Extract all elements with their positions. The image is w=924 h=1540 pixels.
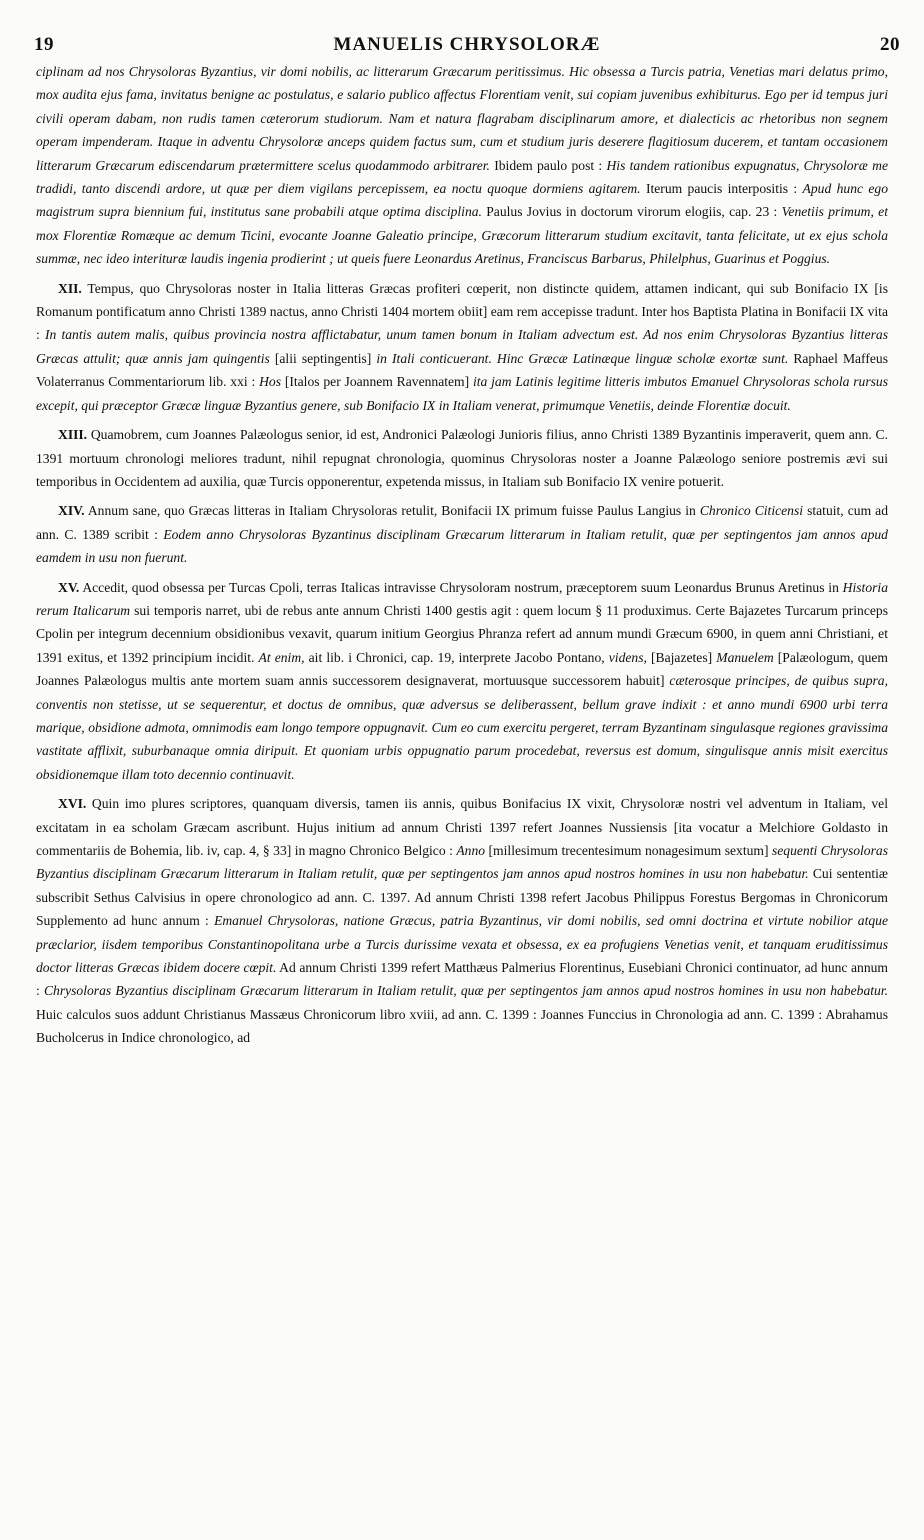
text-run: Quin imo plures scriptores, quanquam diversis, tamen iis annis, quibus Bonifacius IX vixit, Chrysoloræ nostri vel adventum in Italiam, vel excitatam in ea scholam Græcam ascribunt. Hujus initium ad annum Christi 1397 refert Joannes Nussiensis [ita vocatur a Melchiore Goldasto in commentariis de Bohemia, lib. iv, cap. 4, § 33] in magno Chronico Belgico : [36, 796, 888, 858]
text-run: Ad annum Christi 1399 refert Matthæus Palmerius Florentinus, Eusebiani Chronici continuator, ad hunc annum : [36, 960, 888, 999]
text-run: Raphael Maffeus Volaterranus Commentariorum lib. xxi : [36, 350, 888, 390]
italic-quotation: in Itali conticuerant. Hinc Græcæ Latinæque linguæ scholæ exortæ sunt. [376, 350, 789, 366]
text-run: [millesimum trecentesimum nonagesimum sextum] [485, 843, 772, 858]
italic-quotation: Chrysoloras Byzantius disciplinam Græcarum litterarum in Italiam retulit, quæ per septingentos jam annos apud nostros homines in usu non habebatur. [43, 983, 888, 999]
page-number-right: 20 [880, 34, 900, 55]
page-header [34, 34, 900, 60]
paragraph [36, 277, 888, 417]
section-number: XII. [58, 280, 82, 296]
text-run: statuit, cum ad ann. C. 1389 scribit : [36, 503, 888, 542]
text-run: Ibidem paulo post : [489, 157, 607, 173]
paragraph [36, 499, 888, 569]
section-number: XIV. [58, 503, 85, 519]
text-run: [alii septingentis] [269, 350, 377, 366]
italic-quotation: Anno [456, 843, 486, 858]
italic-quotation: cæterosque principes, de quibus supra, conventis non stetisse, ut se sequerentur, et doctus de omnibus, quæ adversus se deliberassent, bellum grave indixit : et anno mundi 6900 urbi terra marique, obsidione admota, omnimodis eam longo tempore oppugnavit. Cum eo cum exercitu pergeret, terram Byzantinam singulasque regiones gravissima vastitate afflixit, suburbanaque omnia diripuit. Et quoniam urbis oppugnatio parum procedebat, reversus est domum, singulisque annis misit exercitus obsidionemque illam toto decennio continuavit. [36, 673, 888, 782]
italic-quotation: videns, [608, 649, 647, 665]
text-run: sui temporis narret, ubi de rebus ante annum Christi 1400 gestis agit : quem locum § 11 produximus. Certe Bajazetes Turcarum princeps Cpolin per integrum decennium obsidionibus vexavit, quarum initium Georgius Phranza refert ad annum mundi Græcum 6900, in quem anni Christiani, et 1391 exitus, et 1392 principium incidit. [36, 602, 888, 665]
italic-quotation: Hos [259, 374, 281, 390]
text-run: Accedit, quod obsessa per Turcas Cpoli, terras Italicas intravisse Chrysoloram nostrum, præceptorem suum Leonardus Brunus Aretinus in [79, 579, 843, 595]
page-number-left: 19 [34, 34, 54, 55]
paragraph [36, 60, 888, 271]
paragraph [36, 792, 888, 1049]
italic-quotation: ciplinam ad nos Chrysoloras Byzantius, vir domi nobilis, ac litterarum Græcarum peritissimus. Hic obsessa a Turcis patria, Venetias mari delatus primo, mox audita ejus fama, invitatus benigne ac postulatus, e salario publico affectus Florentiam venit, sui copiam juvenibus exhibiturus. Ego per id tempus juri civili operam dabam, non rudis tamen cæterorum studiorum. Nam et natura flagrabam disciplinarum amore, et dialecticis ac rhetoribus non segnem operam impenderam. Itaque in adventu Chrysoloræ anceps quidem factus sum, cum et studium juris deserere flagitiosum ducerem, et tantam occasionem litterarum Græcarum ediscendarum prætermittere scelus quodammodo arbitrarer. [36, 64, 888, 173]
italic-quotation: Eodem anno Chrysoloras Byzantinus disciplinam Græcarum litterarum in Italiam retulit, quæ per septingentos jam annos apud eamdem in usu non fuerunt. [36, 526, 888, 566]
italic-quotation: Emanuel Chrysoloras, natione Græcus, patria Byzantinus, vir domi nobilis, sed omni doctrina et virtute nobilior atque præclarior, iisdem temporibus Constantinopolitana urbe a Turcis durissime vexata et obsessa, ex ea profugiens Venetias venit, et tanquam eruditissimus doctor litteras Græcas ibidem docere cœpit. [36, 913, 888, 976]
italic-quotation: In tantis autem malis, quibus provincia nostra afflictabatur, unum tamen bonum in Italiam advectum est. Ad nos enim Chrysoloras Byzantius litteras Græcas attulit; quæ annis jam quingentis [36, 327, 888, 366]
italic-quotation: Manuelem [716, 649, 774, 665]
text-run: ait lib. i Chronici, cap. 19, interprete Jacobo Pontano, [304, 649, 609, 665]
running-title: MANUELIS CHRYSOLORÆ [333, 34, 601, 55]
section-number: XV. [58, 579, 80, 595]
text-run: Iterum paucis interpositis : [640, 181, 803, 197]
text-body [36, 60, 888, 1535]
text-run: Tempus, quo Chrysoloras noster in Italia litteras Græcas profiteri cœperit, non distincte quidem, attamen indicant, qui sub Bonifacio IX [is Romanum pontificatum anno Christi 1389 nactus, anno Christi 1404 mortem obiit] eam rem accepisse tradunt. Inter hos Baptista Platina in Bonifacii IX vita : [36, 280, 888, 343]
paragraph [36, 423, 888, 493]
text-run: [Bajazetes] [646, 649, 717, 665]
italic-quotation: At enim, [258, 649, 305, 665]
italic-quotation: Venetiis primum, et mox Florentiæ Romæque ac demum Ticini, evocante Joanne Galeatio principe, Græcorum litterarum studium excitavit, tanta felicitate, ut ex ejus schola summæ, nec ideo interituræ laudis ingenia prodierint ; ut queis fuere Leonardus Aretinus, Franciscus Barbarus, Philelphus, Guarinus et Poggius. [36, 204, 888, 267]
section-number: XVI. [58, 796, 87, 812]
paragraph [36, 576, 888, 787]
text-run: Quamobrem, cum Joannes Palæologus senior, id est, Andronici Palæologi Junioris filius, anno Christi 1389 Byzantinis imperaverit, quem ann. C. 1391 mortuum chronologi meliores tradunt, nihil repugnat chronologia, quominus Chrysoloras noster a Joanne Palæologo seniore postremis ævi sui temporibus in Occidentem ad auxilia, quæ Turcis opponerentur, expetenda missus, in Italiam sub Bonifacio IX venire potuerit. [36, 427, 888, 489]
text-run: Cui sententiæ subscribit Sethus Calvisius in opere chronologico ad ann. C. 1397. Ad annum Christi 1398 refert Jacobus Philippus Forestus Bergomas in Chronicorum Supplemento ad hunc annum : [36, 866, 888, 929]
italic-quotation: His tandem rationibus expugnatus, Chrysoloræ me tradidi, tanto discendi ardore, ut quæ per diem vigilans percepissem, ea noctu quoque dormiens agitarem. [36, 157, 888, 197]
text-run: [Italos per Joannem Ravennatem] [281, 374, 473, 390]
italic-quotation: Apud hunc ego magistrum supra biennium fui, institutus sane probabili atque optima disciplina. [36, 181, 888, 220]
italic-quotation: Chronico Citicensi [699, 503, 804, 519]
italic-quotation: Historia rerum Italicarum [36, 579, 888, 618]
italic-quotation: sequenti Chrysoloras Byzantius disciplinam Græcarum litterarum in Italiam retulit, quæ per septingentos jam annos apud nostros homines in usu non habebatur. [36, 843, 888, 882]
section-number: XIII. [58, 427, 88, 443]
text-run: Annum sane, quo Græcas litteras in Italiam Chrysoloras retulit, Bonifacii IX primum fuisse Paulus Langius in [84, 503, 700, 519]
text-run: Paulus Jovius in doctorum virorum elogiis, cap. 23 : [481, 204, 782, 220]
text-run: [Palæologum, quem Joannes Palæologus multis ante mortem suam annis successorem designaverat, mortuusque successorem habuit] [36, 649, 888, 689]
italic-quotation: ita jam Latinis legitime litteris imbutos Emanuel Chrysoloras schola rursus excepit, qui præceptor Græcæ linguæ Byzantius genere, sub Bonifacio IX in Italiam venerat, primumque Venetiis, deinde Florentiæ docuit. [36, 374, 888, 413]
text-run: Huic calculos suos addunt Christianus Massæus Chronicorum libro xviii, ad ann. C. 1399 : Joannes Funccius in Chronologia ad ann. C. 1399 : Abrahamus Bucholcerus in Indice chronologico, ad [36, 1006, 888, 1046]
